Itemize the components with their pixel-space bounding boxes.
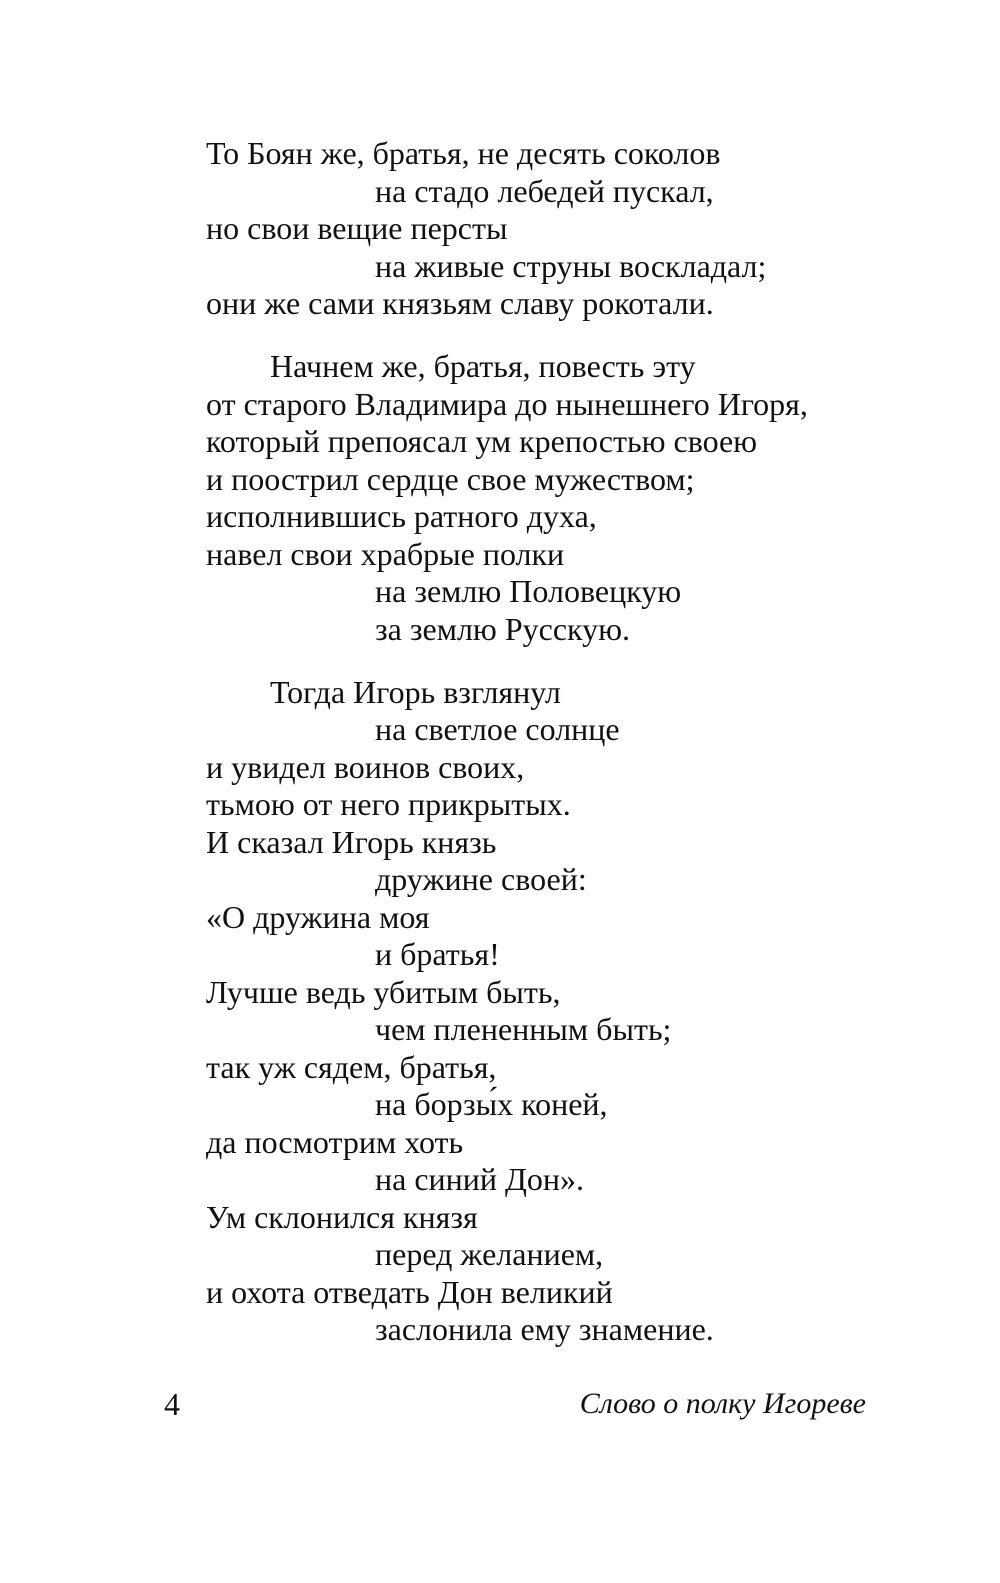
poem-line: навел свои храбрые полки — [206, 536, 565, 572]
poem-line: на синий Дон». — [375, 1161, 584, 1197]
poem-line: и увидел воинов своих, — [206, 749, 525, 785]
poem-line: «О дружина моя — [206, 899, 430, 935]
poem-line: на землю Половецкую — [375, 573, 682, 609]
poem-line: и охота отведать Дон великий — [206, 1274, 613, 1310]
poem-line: И сказал Игорь князь — [206, 824, 497, 860]
poem-line: исполнившись ратного духа, — [206, 498, 597, 534]
poem-line: но свои вещие персты — [206, 210, 508, 246]
poem-line: перед желанием, — [375, 1236, 604, 1272]
poem-line: и поострил сердце свое мужеством; — [206, 461, 695, 497]
poem-line: за землю Русскую. — [375, 611, 631, 647]
poem-line: на борзы́х коней, — [375, 1086, 608, 1122]
poem-line: дружине своей: — [375, 861, 587, 897]
poem-line: тьмою от него прикрытых. — [206, 786, 571, 822]
running-title: Слово о полку Игореве — [579, 1387, 866, 1420]
poem-line: Лучше ведь убитым быть, — [206, 974, 561, 1010]
poem-line: Тогда Игорь взглянул — [270, 674, 561, 710]
poem-line: который препоясал ум крепостью своею — [206, 423, 758, 459]
poem-line: Начнем же, братья, повесть эту — [270, 348, 696, 384]
poem-line: и братья! — [375, 936, 500, 972]
poem-line: они же сами князьям славу рокотали. — [206, 285, 714, 321]
page-number: 4 — [164, 1386, 180, 1422]
poem-line: на светлое солнце — [375, 711, 620, 747]
poem-line: от старого Владимира до нынешнего Игоря, — [206, 386, 808, 422]
poem-line: на живые струны воскладал; — [375, 248, 767, 284]
poem-line: заслонила ему знамение. — [375, 1311, 714, 1347]
poem-line: То Боян же, братья, не десять соколов — [206, 135, 721, 171]
poem-line: чем плененным быть; — [375, 1011, 672, 1047]
poem-line: да посмотрим хоть — [206, 1124, 464, 1160]
poem-line: так уж сядем, братья, — [206, 1049, 497, 1085]
poem-line: Ум склонился князя — [206, 1199, 478, 1235]
poem-line: на стадо лебедей пускал, — [375, 173, 714, 209]
